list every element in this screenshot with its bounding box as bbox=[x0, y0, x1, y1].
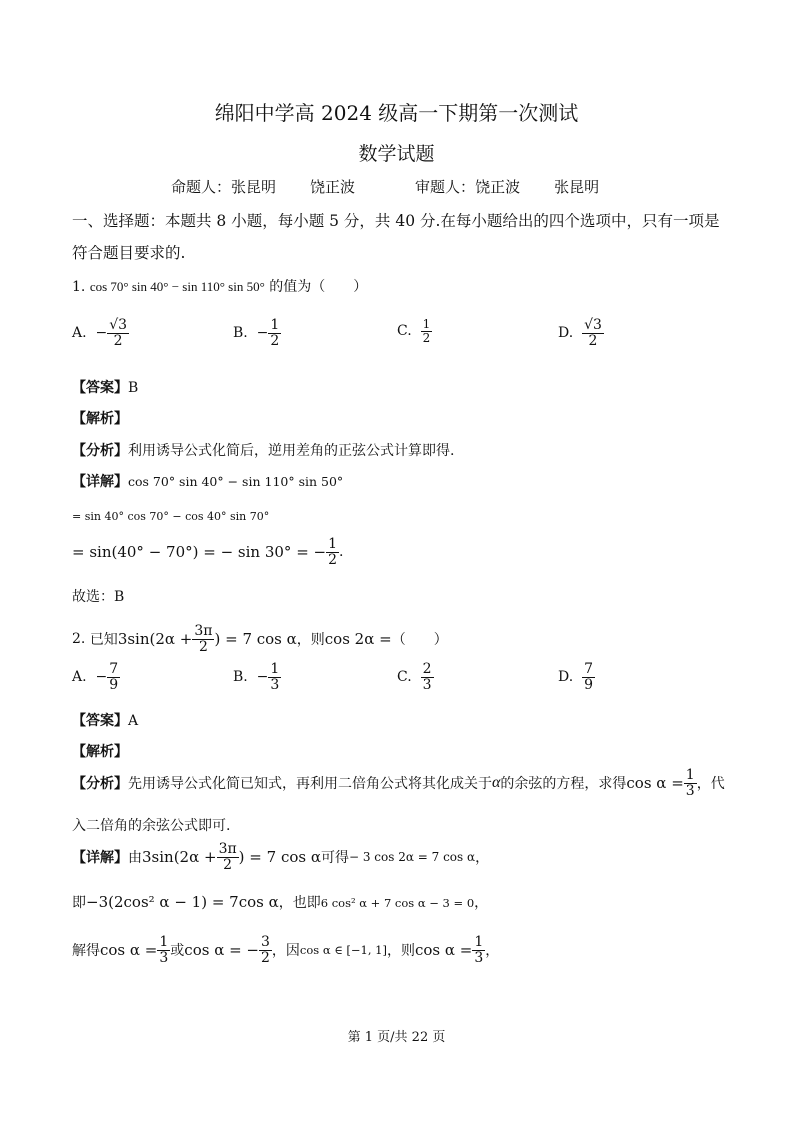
page-footer: 第 1 页/共 22 页 bbox=[347, 1030, 446, 1045]
fenxi-text: 的余弦的方程，求得 bbox=[500, 776, 627, 793]
option-sign: − bbox=[95, 325, 108, 342]
author-line bbox=[171, 176, 599, 197]
frac-den: 2 bbox=[328, 551, 338, 568]
frac-num: √3 bbox=[584, 317, 602, 333]
option-sign: − bbox=[256, 325, 269, 342]
fenxi-text: ，代 bbox=[696, 776, 725, 793]
q1-choice: 故选：B bbox=[72, 589, 125, 605]
q1-detail-3 bbox=[72, 537, 343, 567]
q1-answer bbox=[72, 377, 138, 397]
option-label: A. bbox=[72, 669, 87, 686]
detail-text: 解得 bbox=[72, 943, 100, 960]
section-line-1: 一、选择题：本题共 8 小题，每小题 5 分，共 40 分.在每小题给出的四个选项中，只有一项是 bbox=[72, 212, 720, 230]
detail-text: ， bbox=[475, 850, 490, 867]
frac-num: 1 bbox=[422, 317, 431, 331]
q1-detail-2: = sin 40° cos 70° − cos 40° sin 70° bbox=[72, 510, 270, 523]
detail-label: 【详解】 bbox=[72, 850, 128, 867]
fenxi-symbol: α bbox=[492, 774, 501, 792]
detail-expr: ) = 7 cos α bbox=[238, 848, 321, 867]
stem-expr: cos 2α = bbox=[324, 630, 392, 649]
frac-num: 7 bbox=[584, 661, 594, 677]
detail-text: ，因 bbox=[271, 943, 300, 960]
frac-num: 1 bbox=[270, 317, 280, 333]
frac-num: 1 bbox=[474, 934, 484, 950]
frac-num: 1 bbox=[159, 934, 169, 950]
frac-den: 2 bbox=[261, 949, 270, 966]
answer-value: A bbox=[128, 713, 139, 729]
question-tail: 的值为（ ） bbox=[269, 279, 368, 295]
q1-detail-1 bbox=[72, 471, 343, 491]
frac-num: 3π bbox=[218, 841, 237, 857]
detail-text: 由 bbox=[128, 850, 142, 867]
stem-tail: （ ） bbox=[391, 632, 448, 649]
detail-expr: cos α ∈ [−1, 1] bbox=[299, 943, 387, 958]
fenxi-label: 【分析】 bbox=[72, 443, 128, 459]
option-label: D. bbox=[558, 669, 574, 686]
reviewer-1: 饶正波 bbox=[475, 178, 521, 196]
frac-den: 2 bbox=[270, 332, 280, 349]
q2-fenxi-line-2: 入二倍角的余弦公式即可. bbox=[72, 818, 231, 834]
option-label: D. bbox=[558, 325, 574, 342]
detail-expr: = sin(40° − 70°) = − sin 30° = − bbox=[72, 543, 327, 562]
detail-expr: cos 70° sin 40° − sin 110° sin 50° bbox=[128, 474, 344, 489]
frac-den: 2 bbox=[422, 330, 431, 345]
detail-expr: 3sin(2α + bbox=[142, 848, 217, 867]
q2-option-b[interactable] bbox=[233, 662, 281, 692]
doc-title: 绵阳中学高 2024 级高一下期第一次测试 bbox=[214, 101, 579, 125]
q1-analysis-label: 【解析】 bbox=[72, 411, 128, 427]
fenxi-text: 利用诱导公式化简后，逆用差角的正弦公式计算即得. bbox=[128, 443, 455, 459]
frac-num: 3 bbox=[261, 934, 270, 950]
q1-option-b[interactable] bbox=[233, 318, 281, 348]
detail-text: ， bbox=[474, 895, 489, 911]
frac-den: 3 bbox=[422, 676, 432, 693]
q2-detail-3 bbox=[72, 935, 499, 965]
answer-value: B bbox=[128, 380, 139, 396]
option-label: A. bbox=[72, 325, 87, 342]
stem-expr: ) = 7 cos α bbox=[214, 630, 297, 649]
frac-den: 2 bbox=[113, 332, 123, 349]
q1-option-c[interactable] bbox=[397, 318, 432, 344]
frac-den: 9 bbox=[109, 676, 119, 693]
frac-num: 3π bbox=[194, 623, 213, 639]
frac-den: 3 bbox=[270, 676, 280, 693]
q2-detail-1 bbox=[72, 842, 489, 872]
detail-expr: cos α = bbox=[415, 941, 473, 960]
frac-den: 2 bbox=[588, 332, 598, 349]
frac-num: 2 bbox=[422, 661, 432, 677]
question-2-stem bbox=[72, 624, 448, 654]
stem-expr: 3sin(2α + bbox=[117, 630, 193, 649]
detail-text: ， bbox=[485, 943, 500, 960]
reviewer-2: 张昆明 bbox=[554, 178, 600, 196]
option-sign: − bbox=[95, 669, 108, 686]
q1-option-a[interactable] bbox=[72, 318, 129, 348]
detail-text: ，则 bbox=[387, 943, 415, 960]
question-number: 1. bbox=[72, 279, 86, 295]
fenxi-expr: cos α = bbox=[626, 774, 684, 793]
detail-expr: cos α = − bbox=[184, 941, 259, 960]
q2-analysis-label: 【解析】 bbox=[72, 744, 128, 760]
q2-option-c[interactable] bbox=[397, 662, 434, 692]
option-label: C. bbox=[397, 323, 412, 340]
proposers-label: 命题人： bbox=[171, 178, 232, 196]
q1-fenxi bbox=[72, 440, 454, 460]
detail-text: 或 bbox=[170, 943, 185, 960]
frac-den: 2 bbox=[223, 856, 233, 873]
detail-expr: −3(2cos² α − 1) = 7cos α bbox=[86, 893, 279, 911]
option-label: B. bbox=[233, 325, 248, 342]
proposer-1: 张昆明 bbox=[231, 178, 277, 196]
detail-text: 可得 bbox=[320, 850, 349, 867]
frac-den: 3 bbox=[685, 782, 695, 799]
detail-expr: − 3 cos 2α = 7 cos α bbox=[348, 850, 476, 865]
question-number: 2. bbox=[72, 631, 86, 648]
frac-den: 9 bbox=[584, 676, 594, 693]
detail-expr: cos α = bbox=[100, 941, 158, 960]
detail-label: 【详解】 bbox=[72, 474, 128, 490]
frac-den: 3 bbox=[474, 949, 484, 966]
q2-detail-2 bbox=[72, 892, 488, 912]
frac-num: 1 bbox=[328, 536, 338, 552]
answer-label: 【答案】 bbox=[72, 713, 128, 729]
frac-num: 7 bbox=[109, 661, 119, 677]
reviewers-label: 审题人： bbox=[415, 178, 476, 196]
frac-den: 3 bbox=[159, 949, 169, 966]
stem-text: 已知 bbox=[89, 632, 118, 649]
option-label: B. bbox=[233, 669, 248, 686]
doc-subtitle: 数学试题 bbox=[358, 143, 435, 165]
frac-num: 1 bbox=[685, 767, 695, 783]
proposer-2: 饶正波 bbox=[310, 178, 356, 196]
q1-option-d[interactable] bbox=[558, 318, 604, 348]
q2-option-a[interactable] bbox=[72, 662, 120, 692]
q2-answer bbox=[72, 710, 138, 730]
question-expr: cos 70° sin 40° − sin 110° sin 50° bbox=[89, 279, 265, 294]
question-1-stem bbox=[72, 276, 367, 296]
frac-num: √3 bbox=[109, 317, 128, 333]
answer-label: 【答案】 bbox=[72, 380, 128, 396]
detail-text: ，也即 bbox=[278, 895, 321, 911]
detail-text: 即 bbox=[72, 895, 86, 911]
frac-num: 1 bbox=[270, 661, 280, 677]
frac-den: 2 bbox=[198, 638, 208, 655]
fenxi-text: 先用诱导公式化简已知式，再利用二倍角公式将其化成关于 bbox=[128, 776, 492, 793]
detail-end: . bbox=[339, 544, 344, 561]
detail-expr: 6 cos² α + 7 cos α − 3 = 0 bbox=[320, 896, 475, 910]
q2-fenxi bbox=[72, 768, 725, 798]
stem-text: ，则 bbox=[296, 632, 325, 649]
section-line-2: 符合题目要求的. bbox=[72, 244, 186, 262]
fenxi-label: 【分析】 bbox=[72, 776, 128, 793]
option-sign: − bbox=[256, 669, 269, 686]
option-label: C. bbox=[397, 669, 412, 686]
q2-option-d[interactable] bbox=[558, 662, 595, 692]
